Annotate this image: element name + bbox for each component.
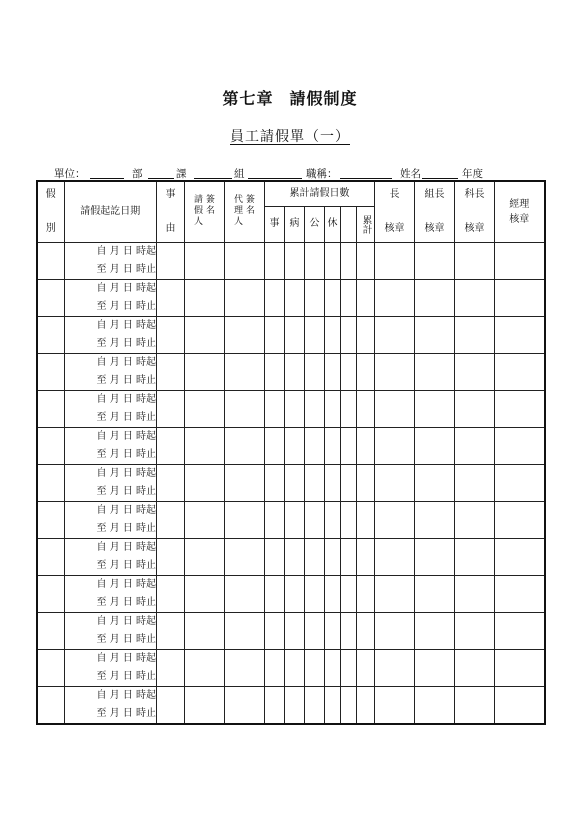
form-cell[interactable]	[375, 538, 415, 575]
header-chief: 長 核章	[375, 181, 415, 242]
form-cell[interactable]	[185, 612, 225, 649]
end-date-line: 至 月 日 時止	[96, 707, 157, 719]
table-row	[37, 538, 545, 575]
form-cell[interactable]	[415, 390, 455, 427]
start-date-line: 自 月 日 時起	[96, 504, 157, 516]
form-cell[interactable]	[37, 464, 64, 501]
header-agent-signature: 代 理 人 簽 名	[225, 181, 265, 242]
form-cell[interactable]	[357, 612, 375, 649]
form-cell[interactable]	[455, 686, 495, 724]
form-cell[interactable]	[495, 575, 545, 612]
form-cell[interactable]	[341, 390, 357, 427]
form-cell[interactable]	[265, 686, 285, 724]
form-cell[interactable]	[357, 686, 375, 724]
form-cell[interactable]	[157, 612, 185, 649]
form-cell[interactable]	[37, 353, 64, 390]
form-cell[interactable]	[185, 649, 225, 686]
table-row	[37, 390, 545, 427]
form-cell[interactable]	[325, 686, 341, 724]
header-group-leader: 組長 核章	[415, 181, 455, 242]
form-cell[interactable]	[157, 279, 185, 316]
form-cell[interactable]	[157, 390, 185, 427]
form-cell[interactable]	[225, 686, 265, 724]
form-cell[interactable]	[157, 649, 185, 686]
date-range-cell[interactable]	[64, 686, 157, 724]
form-cell[interactable]	[285, 390, 305, 427]
form-cell[interactable]	[305, 686, 325, 724]
form-cell[interactable]	[185, 353, 225, 390]
section-label: 課	[176, 168, 187, 180]
form-cell[interactable]	[185, 538, 225, 575]
start-date-line: 自 月 日 時起	[96, 541, 157, 553]
form-cell[interactable]	[225, 501, 265, 538]
table-row	[37, 686, 545, 724]
start-date-line: 自 月 日 時起	[96, 393, 157, 405]
form-cell[interactable]	[305, 501, 325, 538]
form-cell[interactable]	[357, 242, 375, 279]
start-date-line: 自 月 日 時起	[96, 430, 157, 442]
header-cum-blank	[341, 206, 357, 242]
form-cell[interactable]	[495, 649, 545, 686]
form-cell[interactable]	[325, 242, 341, 279]
form-cell[interactable]	[285, 686, 305, 724]
form-cell[interactable]	[185, 575, 225, 612]
form-cell[interactable]	[37, 427, 64, 464]
form-cell[interactable]	[455, 242, 495, 279]
date-range-cell[interactable]	[64, 464, 157, 501]
form-cell[interactable]	[37, 279, 64, 316]
form-cell[interactable]	[265, 538, 285, 575]
form-cell[interactable]	[375, 279, 415, 316]
header-cum-sick: 病	[285, 206, 305, 242]
header-reason: 事 由	[157, 181, 185, 242]
start-date-line: 自 月 日 時起	[96, 356, 157, 368]
end-date-line: 至 月 日 時止	[96, 300, 157, 312]
form-cell[interactable]	[325, 464, 341, 501]
form-cell[interactable]	[341, 427, 357, 464]
form-cell[interactable]	[375, 649, 415, 686]
table-row	[37, 501, 545, 538]
start-date-line: 自 月 日 時起	[96, 578, 157, 590]
form-cell[interactable]	[285, 501, 305, 538]
end-date-line: 至 月 日 時止	[96, 337, 157, 349]
form-cell[interactable]	[357, 538, 375, 575]
form-cell[interactable]	[157, 501, 185, 538]
form-cell[interactable]	[455, 501, 495, 538]
form-cell[interactable]	[225, 464, 265, 501]
form-cell[interactable]	[455, 464, 495, 501]
form-cell[interactable]	[415, 279, 455, 316]
form-cell[interactable]	[325, 279, 341, 316]
end-date-line: 至 月 日 時止	[96, 485, 157, 497]
department-label: 部	[132, 168, 143, 180]
form-cell[interactable]	[357, 316, 375, 353]
form-cell[interactable]	[285, 279, 305, 316]
form-cell[interactable]	[325, 575, 341, 612]
form-cell[interactable]	[285, 464, 305, 501]
form-cell[interactable]	[325, 390, 341, 427]
chapter-name: 請假制度	[289, 89, 358, 108]
form-cell[interactable]	[495, 686, 545, 724]
form-cell[interactable]	[225, 612, 265, 649]
form-cell[interactable]	[265, 316, 285, 353]
form-cell[interactable]	[157, 427, 185, 464]
form-cell[interactable]	[285, 316, 305, 353]
form-cell[interactable]	[285, 242, 305, 279]
date-range-cell[interactable]	[64, 279, 157, 316]
form-cell[interactable]	[341, 316, 357, 353]
form-cell[interactable]	[285, 353, 305, 390]
form-cell[interactable]	[325, 501, 341, 538]
form-cell[interactable]	[37, 242, 64, 279]
form-cell[interactable]	[305, 575, 325, 612]
chapter-title: 第七章	[222, 89, 274, 108]
form-cell[interactable]	[37, 316, 64, 353]
department-blank[interactable]	[148, 178, 174, 179]
form-cell[interactable]	[341, 501, 357, 538]
form-cell[interactable]	[157, 575, 185, 612]
form-cell[interactable]	[285, 612, 305, 649]
form-cell[interactable]	[37, 575, 64, 612]
table-row	[37, 612, 545, 649]
form-cell[interactable]	[495, 612, 545, 649]
form-cell[interactable]	[265, 242, 285, 279]
form-cell[interactable]	[455, 279, 495, 316]
form-cell[interactable]	[37, 612, 64, 649]
form-cell[interactable]	[375, 316, 415, 353]
form-cell[interactable]	[357, 501, 375, 538]
form-cell[interactable]	[357, 390, 375, 427]
name-blank[interactable]	[422, 178, 458, 179]
end-date-line: 至 月 日 時止	[96, 263, 157, 275]
end-date-line: 至 月 日 時止	[96, 633, 157, 645]
form-cell[interactable]	[305, 390, 325, 427]
form-cell[interactable]	[415, 612, 455, 649]
form-cell[interactable]	[265, 464, 285, 501]
header-cum-official: 公	[305, 206, 325, 242]
form-cell[interactable]	[305, 353, 325, 390]
header-leave-type: 假 別	[37, 181, 64, 242]
page-title	[0, 86, 580, 109]
form-cell[interactable]	[375, 612, 415, 649]
form-cell[interactable]	[305, 538, 325, 575]
form-cell[interactable]	[37, 501, 64, 538]
start-date-line: 自 月 日 時起	[96, 467, 157, 479]
form-cell[interactable]	[37, 649, 64, 686]
table-row	[37, 427, 545, 464]
table-row	[37, 353, 545, 390]
start-date-line: 自 月 日 時起	[96, 689, 157, 701]
date-range-cell[interactable]	[64, 538, 157, 575]
form-cell[interactable]	[225, 242, 265, 279]
form-cell[interactable]	[37, 390, 64, 427]
form-cell[interactable]	[455, 649, 495, 686]
form-cell[interactable]	[415, 686, 455, 724]
form-cell[interactable]	[265, 353, 285, 390]
form-cell[interactable]	[37, 686, 64, 724]
form-cell[interactable]	[325, 427, 341, 464]
form-cell[interactable]	[305, 649, 325, 686]
date-range-cell[interactable]	[64, 353, 157, 390]
form-cell[interactable]	[415, 353, 455, 390]
form-cell[interactable]	[357, 427, 375, 464]
form-cell[interactable]	[455, 316, 495, 353]
group-label: 組	[234, 168, 245, 180]
form-cell[interactable]	[341, 575, 357, 612]
form-cell[interactable]	[185, 316, 225, 353]
form-cell[interactable]	[185, 464, 225, 501]
form-cell[interactable]	[225, 575, 265, 612]
form-cell[interactable]	[225, 353, 265, 390]
form-cell[interactable]	[455, 390, 495, 427]
date-range-cell[interactable]	[64, 649, 157, 686]
form-cell[interactable]	[341, 649, 357, 686]
form-cell[interactable]	[455, 538, 495, 575]
form-cell[interactable]	[495, 464, 545, 501]
group-blank[interactable]	[248, 178, 302, 179]
date-range-cell[interactable]	[64, 242, 157, 279]
form-cell[interactable]	[265, 501, 285, 538]
form-cell[interactable]	[415, 316, 455, 353]
form-cell[interactable]	[225, 649, 265, 686]
end-date-line: 至 月 日 時止	[96, 448, 157, 460]
start-date-line: 自 月 日 時起	[96, 652, 157, 664]
start-date-line: 自 月 日 時起	[96, 282, 157, 294]
form-cell[interactable]	[325, 538, 341, 575]
form-cell[interactable]	[325, 316, 341, 353]
date-range-cell[interactable]	[64, 427, 157, 464]
form-cell[interactable]	[455, 575, 495, 612]
end-date-line: 至 月 日 時止	[96, 411, 157, 423]
unit-blank[interactable]	[90, 178, 124, 179]
position-label: 職稱：	[306, 168, 338, 180]
end-date-line: 至 月 日 時止	[96, 670, 157, 682]
form-cell[interactable]	[305, 612, 325, 649]
form-cell[interactable]	[157, 686, 185, 724]
form-cell[interactable]	[357, 464, 375, 501]
start-date-line: 自 月 日 時起	[96, 245, 157, 257]
form-cell[interactable]	[305, 279, 325, 316]
form-cell[interactable]	[325, 649, 341, 686]
form-cell[interactable]	[341, 464, 357, 501]
form-title-wrap	[0, 126, 580, 146]
form-cell[interactable]	[265, 612, 285, 649]
form-cell[interactable]	[455, 427, 495, 464]
form-cell[interactable]	[495, 316, 545, 353]
form-cell[interactable]	[325, 612, 341, 649]
form-cell[interactable]	[495, 390, 545, 427]
form-cell[interactable]	[495, 427, 545, 464]
form-cell[interactable]	[157, 316, 185, 353]
form-cell[interactable]	[495, 242, 545, 279]
date-range-cell[interactable]	[64, 612, 157, 649]
form-cell[interactable]	[415, 427, 455, 464]
form-cell[interactable]	[415, 242, 455, 279]
form-cell[interactable]	[341, 538, 357, 575]
date-range-cell[interactable]	[64, 316, 157, 353]
table-row	[37, 279, 545, 316]
form-cell[interactable]	[305, 427, 325, 464]
form-cell[interactable]	[285, 538, 305, 575]
form-cell[interactable]	[357, 649, 375, 686]
header-cum-total: 累計	[357, 206, 375, 242]
form-cell[interactable]	[285, 427, 305, 464]
position-blank[interactable]	[340, 178, 392, 179]
table-row	[37, 649, 545, 686]
end-date-line: 至 月 日 時止	[96, 596, 157, 608]
unit-label: 單位：	[54, 168, 86, 180]
form-cell[interactable]	[157, 353, 185, 390]
form-cell[interactable]	[415, 501, 455, 538]
form-cell[interactable]	[415, 538, 455, 575]
form-cell[interactable]	[285, 649, 305, 686]
form-cell[interactable]	[325, 353, 341, 390]
section-blank[interactable]	[194, 178, 232, 179]
table-row	[37, 464, 545, 501]
form-cell[interactable]	[185, 686, 225, 724]
form-cell[interactable]	[341, 612, 357, 649]
form-cell[interactable]	[375, 353, 415, 390]
form-cell[interactable]	[375, 427, 415, 464]
form-cell[interactable]	[185, 501, 225, 538]
form-cell[interactable]	[415, 649, 455, 686]
form-cell[interactable]	[265, 575, 285, 612]
form-cell[interactable]	[415, 575, 455, 612]
form-cell[interactable]	[225, 279, 265, 316]
date-range-cell[interactable]	[64, 390, 157, 427]
form-cell[interactable]	[375, 390, 415, 427]
form-cell[interactable]	[305, 464, 325, 501]
form-cell[interactable]	[357, 575, 375, 612]
header-manager: 經理 核章	[495, 181, 545, 242]
table-row	[37, 242, 545, 279]
form-cell[interactable]	[455, 353, 495, 390]
form-cell[interactable]	[225, 316, 265, 353]
form-cell[interactable]	[157, 464, 185, 501]
header-applicant-signature: 請 假 人 簽 名	[185, 181, 225, 242]
form-cell[interactable]	[305, 316, 325, 353]
form-cell[interactable]	[375, 501, 415, 538]
form-cell[interactable]	[185, 427, 225, 464]
form-cell[interactable]	[285, 575, 305, 612]
header-cum-rest: 休	[325, 206, 341, 242]
year-label: 年度	[462, 168, 483, 180]
form-cell[interactable]	[375, 464, 415, 501]
header-cum-personal: 事	[265, 206, 285, 242]
date-range-cell[interactable]	[64, 575, 157, 612]
form-cell[interactable]	[265, 390, 285, 427]
form-cell[interactable]	[495, 279, 545, 316]
table-row	[37, 575, 545, 612]
form-cell[interactable]	[357, 353, 375, 390]
name-label: 姓名	[400, 168, 421, 180]
form-cell[interactable]	[225, 427, 265, 464]
table-body	[37, 242, 545, 724]
leave-form-table	[36, 180, 546, 725]
form-cell[interactable]	[185, 242, 225, 279]
date-range-cell[interactable]	[64, 501, 157, 538]
form-cell[interactable]	[157, 538, 185, 575]
end-date-line: 至 月 日 時止	[96, 559, 157, 571]
start-date-line: 自 月 日 時起	[96, 615, 157, 627]
form-cell[interactable]	[185, 279, 225, 316]
form-cell[interactable]	[225, 390, 265, 427]
form-cell[interactable]	[375, 575, 415, 612]
form-cell[interactable]	[341, 353, 357, 390]
form-cell[interactable]	[375, 686, 415, 724]
form-cell[interactable]	[265, 279, 285, 316]
header-cumulative-days: 累計請假日數	[265, 181, 375, 206]
form-cell[interactable]	[185, 390, 225, 427]
form-cell[interactable]	[495, 353, 545, 390]
form-cell[interactable]	[375, 242, 415, 279]
form-cell[interactable]	[455, 612, 495, 649]
form-cell[interactable]	[495, 538, 545, 575]
start-date-line: 自 月 日 時起	[96, 319, 157, 331]
header-section-chief: 科長 核章	[455, 181, 495, 242]
form-title: 員工請假單（一）	[230, 129, 350, 145]
form-cell[interactable]	[37, 538, 64, 575]
form-cell[interactable]	[341, 686, 357, 724]
form-cell[interactable]	[265, 649, 285, 686]
form-cell[interactable]	[225, 538, 265, 575]
end-date-line: 至 月 日 時止	[96, 374, 157, 386]
form-cell[interactable]	[265, 427, 285, 464]
form-cell[interactable]	[495, 501, 545, 538]
form-cell[interactable]	[357, 279, 375, 316]
end-date-line: 至 月 日 時止	[96, 522, 157, 534]
form-cell[interactable]	[415, 464, 455, 501]
form-cell[interactable]	[341, 279, 357, 316]
form-cell[interactable]	[305, 242, 325, 279]
form-cell[interactable]	[341, 242, 357, 279]
header-date-range: 請假起訖日期	[64, 181, 157, 242]
table-row	[37, 316, 545, 353]
form-cell[interactable]	[157, 242, 185, 279]
